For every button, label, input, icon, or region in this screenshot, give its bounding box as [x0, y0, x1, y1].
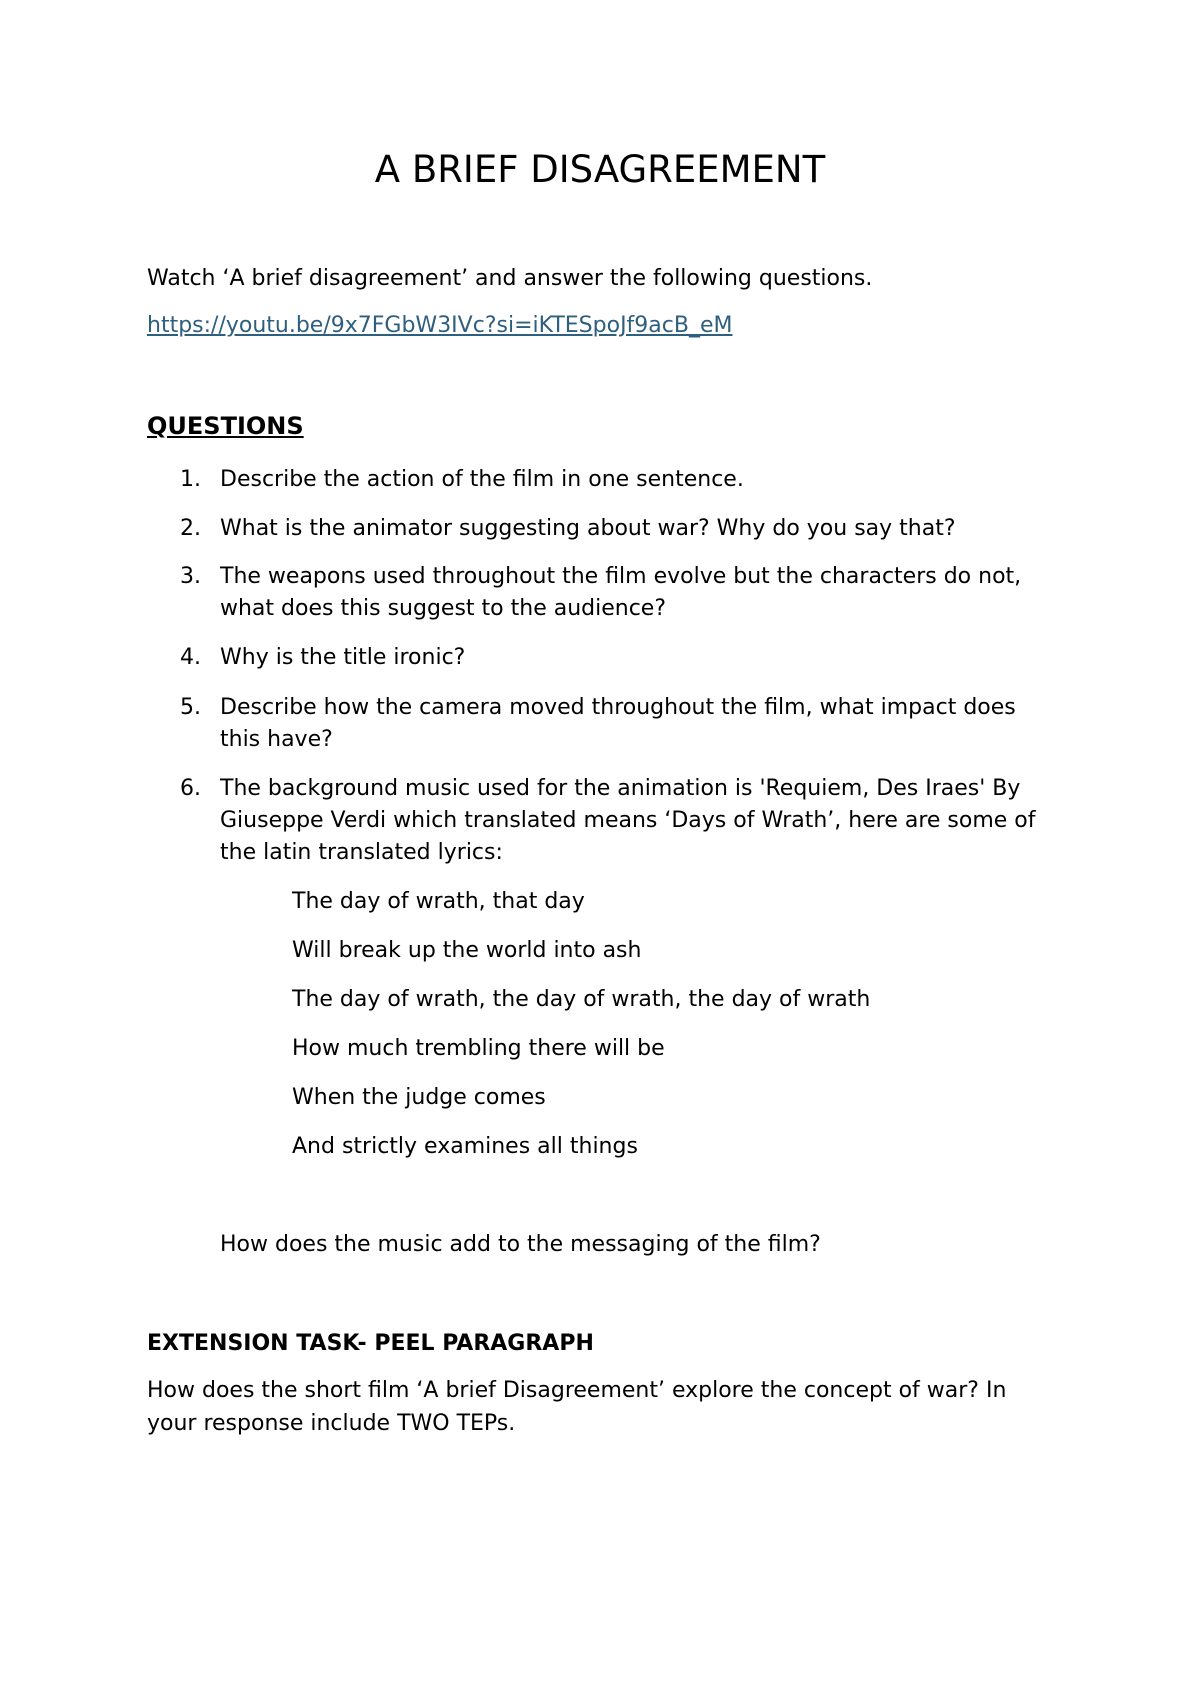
question-item-6 — [180, 773, 1060, 869]
questions-heading: QUESTIONS — [147, 412, 304, 440]
lyric-line: Will break up the world into ash — [292, 938, 642, 963]
question-text: Describe the action of the film in one sentence. — [220, 467, 744, 492]
lyric-line: The day of wrath, the day of wrath, the day of wrath — [292, 987, 871, 1012]
question-text: The background music used for the animation is 'Requiem, Des Iraes' By Giuseppe Verdi which translated means ‘Days of Wrath’, here are some of the latin translated lyrics: — [220, 776, 1036, 865]
question-item-3 — [180, 561, 1060, 625]
lyric-line: How much trembling there will be — [292, 1036, 665, 1061]
lyric-line: And strictly examines all things — [292, 1134, 638, 1159]
question-item-2 — [180, 513, 1060, 545]
lyric-line: When the judge comes — [292, 1085, 546, 1110]
question-text: What is the animator suggesting about war? Why do you say that? — [220, 516, 956, 541]
intro-text: Watch ‘A brief disagreement’ and answer the following questions. — [147, 266, 873, 291]
question-text: The weapons used throughout the film evolve but the characters do not, what does this suggest to the audience? — [220, 564, 1022, 621]
question-number: 6. — [180, 776, 201, 801]
question-number: 4. — [180, 645, 201, 670]
page-title: A BRIEF DISAGREEMENT — [374, 148, 826, 191]
question-text: Describe how the camera moved throughout the film, what impact does this have? — [220, 695, 1016, 752]
question-item-5 — [180, 692, 1060, 756]
question-text: Why is the title ironic? — [220, 645, 466, 670]
video-link[interactable]: https://youtu.be/9x7FGbW3IVc?si=iKTESpoJf9acB_eM — [147, 313, 733, 338]
music-question: How does the music add to the messaging of the film? — [220, 1232, 821, 1257]
lyric-line: The day of wrath, that day — [292, 889, 585, 914]
question-number: 5. — [180, 695, 201, 720]
question-number: 3. — [180, 564, 201, 589]
question-item-4 — [180, 642, 1060, 674]
extension-heading: EXTENSION TASK- PEEL PARAGRAPH — [147, 1331, 594, 1356]
question-item-1 — [180, 464, 1060, 496]
extension-text: How does the short film ‘A brief Disagreement’ explore the concept of war? In your response include TWO TEPs. — [147, 1378, 1007, 1436]
question-number: 2. — [180, 516, 201, 541]
question-number: 1. — [180, 467, 201, 492]
